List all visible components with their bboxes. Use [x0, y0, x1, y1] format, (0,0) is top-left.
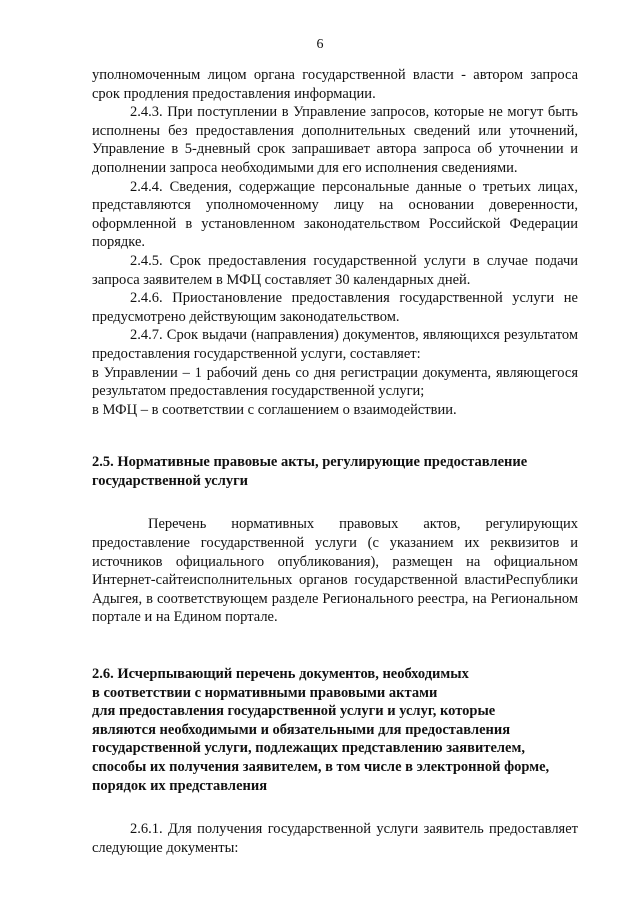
paragraph-term-administration: в Управлении – 1 рабочий день со дня регистрации документа, являющегося результатом предоставления государственной услуги;	[92, 364, 578, 400]
section-heading-2-5	[92, 453, 578, 490]
heading-line: в соответствии с нормативными правовыми актами	[92, 684, 438, 701]
paragraph-2-6-1: 2.6.1. Для получения государственной услуги заявитель предоставляет следующие документы:	[92, 821, 578, 856]
heading-line: для предоставления государственной услуги и услуг, которые	[92, 703, 496, 720]
heading-line: являются необходимыми и обязательными для предоставления	[92, 721, 511, 738]
heading-line: государственной услуги, подлежащих представлению заявителем,	[92, 740, 525, 757]
spacer	[92, 490, 578, 515]
page-number: 6	[316, 37, 324, 52]
paragraph-continuation: уполномоченным лицом органа государственной власти - автором запроса срок продления предоставления информации.	[92, 67, 578, 102]
heading-line: государственной услуги	[92, 472, 249, 489]
section-heading-2-6	[92, 665, 578, 795]
paragraph-2-4-7: 2.4.7. Срок выдачи (направления) документов, являющихся результатом предоставления государственной услуги, составляет:	[92, 327, 578, 362]
paragraph-2-4-4: 2.4.4. Сведения, содержащие персональные данные о третьих лицах, представляются уполномоченному лицу на основании доверенности, оформленной в установленном законодательством Российской Федерации порядке.	[92, 178, 578, 251]
spacer	[92, 627, 578, 665]
document-body	[92, 66, 578, 857]
heading-line: способы их получения заявителем, в том числе в электронной форме,	[92, 759, 550, 775]
heading-line: 2.6. Исчерпывающий перечень документов, необходимых	[92, 666, 469, 683]
heading-line: 2.5. Нормативные правовые акты, регулирующие предоставление	[92, 454, 528, 471]
heading-line: порядок их представления	[92, 777, 268, 794]
paragraph-legal-acts: Перечень нормативных правовых актов, регулирующих предоставление государственной услуги (с указанием их реквизитов и источников официального опубликования), размещен на официальном Интернет-сайтеисполнительных органов государственной властиРеспублики Адыгея, в соответствующем разделе Регионального реестра, на Региональном портале и на Едином портале.	[92, 516, 578, 626]
spacer	[92, 795, 578, 820]
paragraph-2-4-6: 2.4.6. Приостановление предоставления государственной услуги не предусмотрено действующим законодательством.	[92, 290, 578, 325]
paragraph-term-mfc: в МФЦ – в соответствии с соглашением о взаимодействии.	[92, 401, 457, 418]
spacer	[92, 419, 578, 453]
paragraph-2-4-3: 2.4.3. При поступлении в Управление запросов, которые не могут быть исполнены без предоставления дополнительных сведений или уточнений, Управление в 5-дневный срок запрашивает автора запроса об уточнении и дополнении запроса необходимыми для его исполнения сведениями.	[92, 104, 578, 176]
paragraph-2-4-5: 2.4.5. Срок предоставления государственной услуги в случае подачи запроса заявителем в МФЦ составляет 30 календарных дней.	[92, 252, 578, 288]
